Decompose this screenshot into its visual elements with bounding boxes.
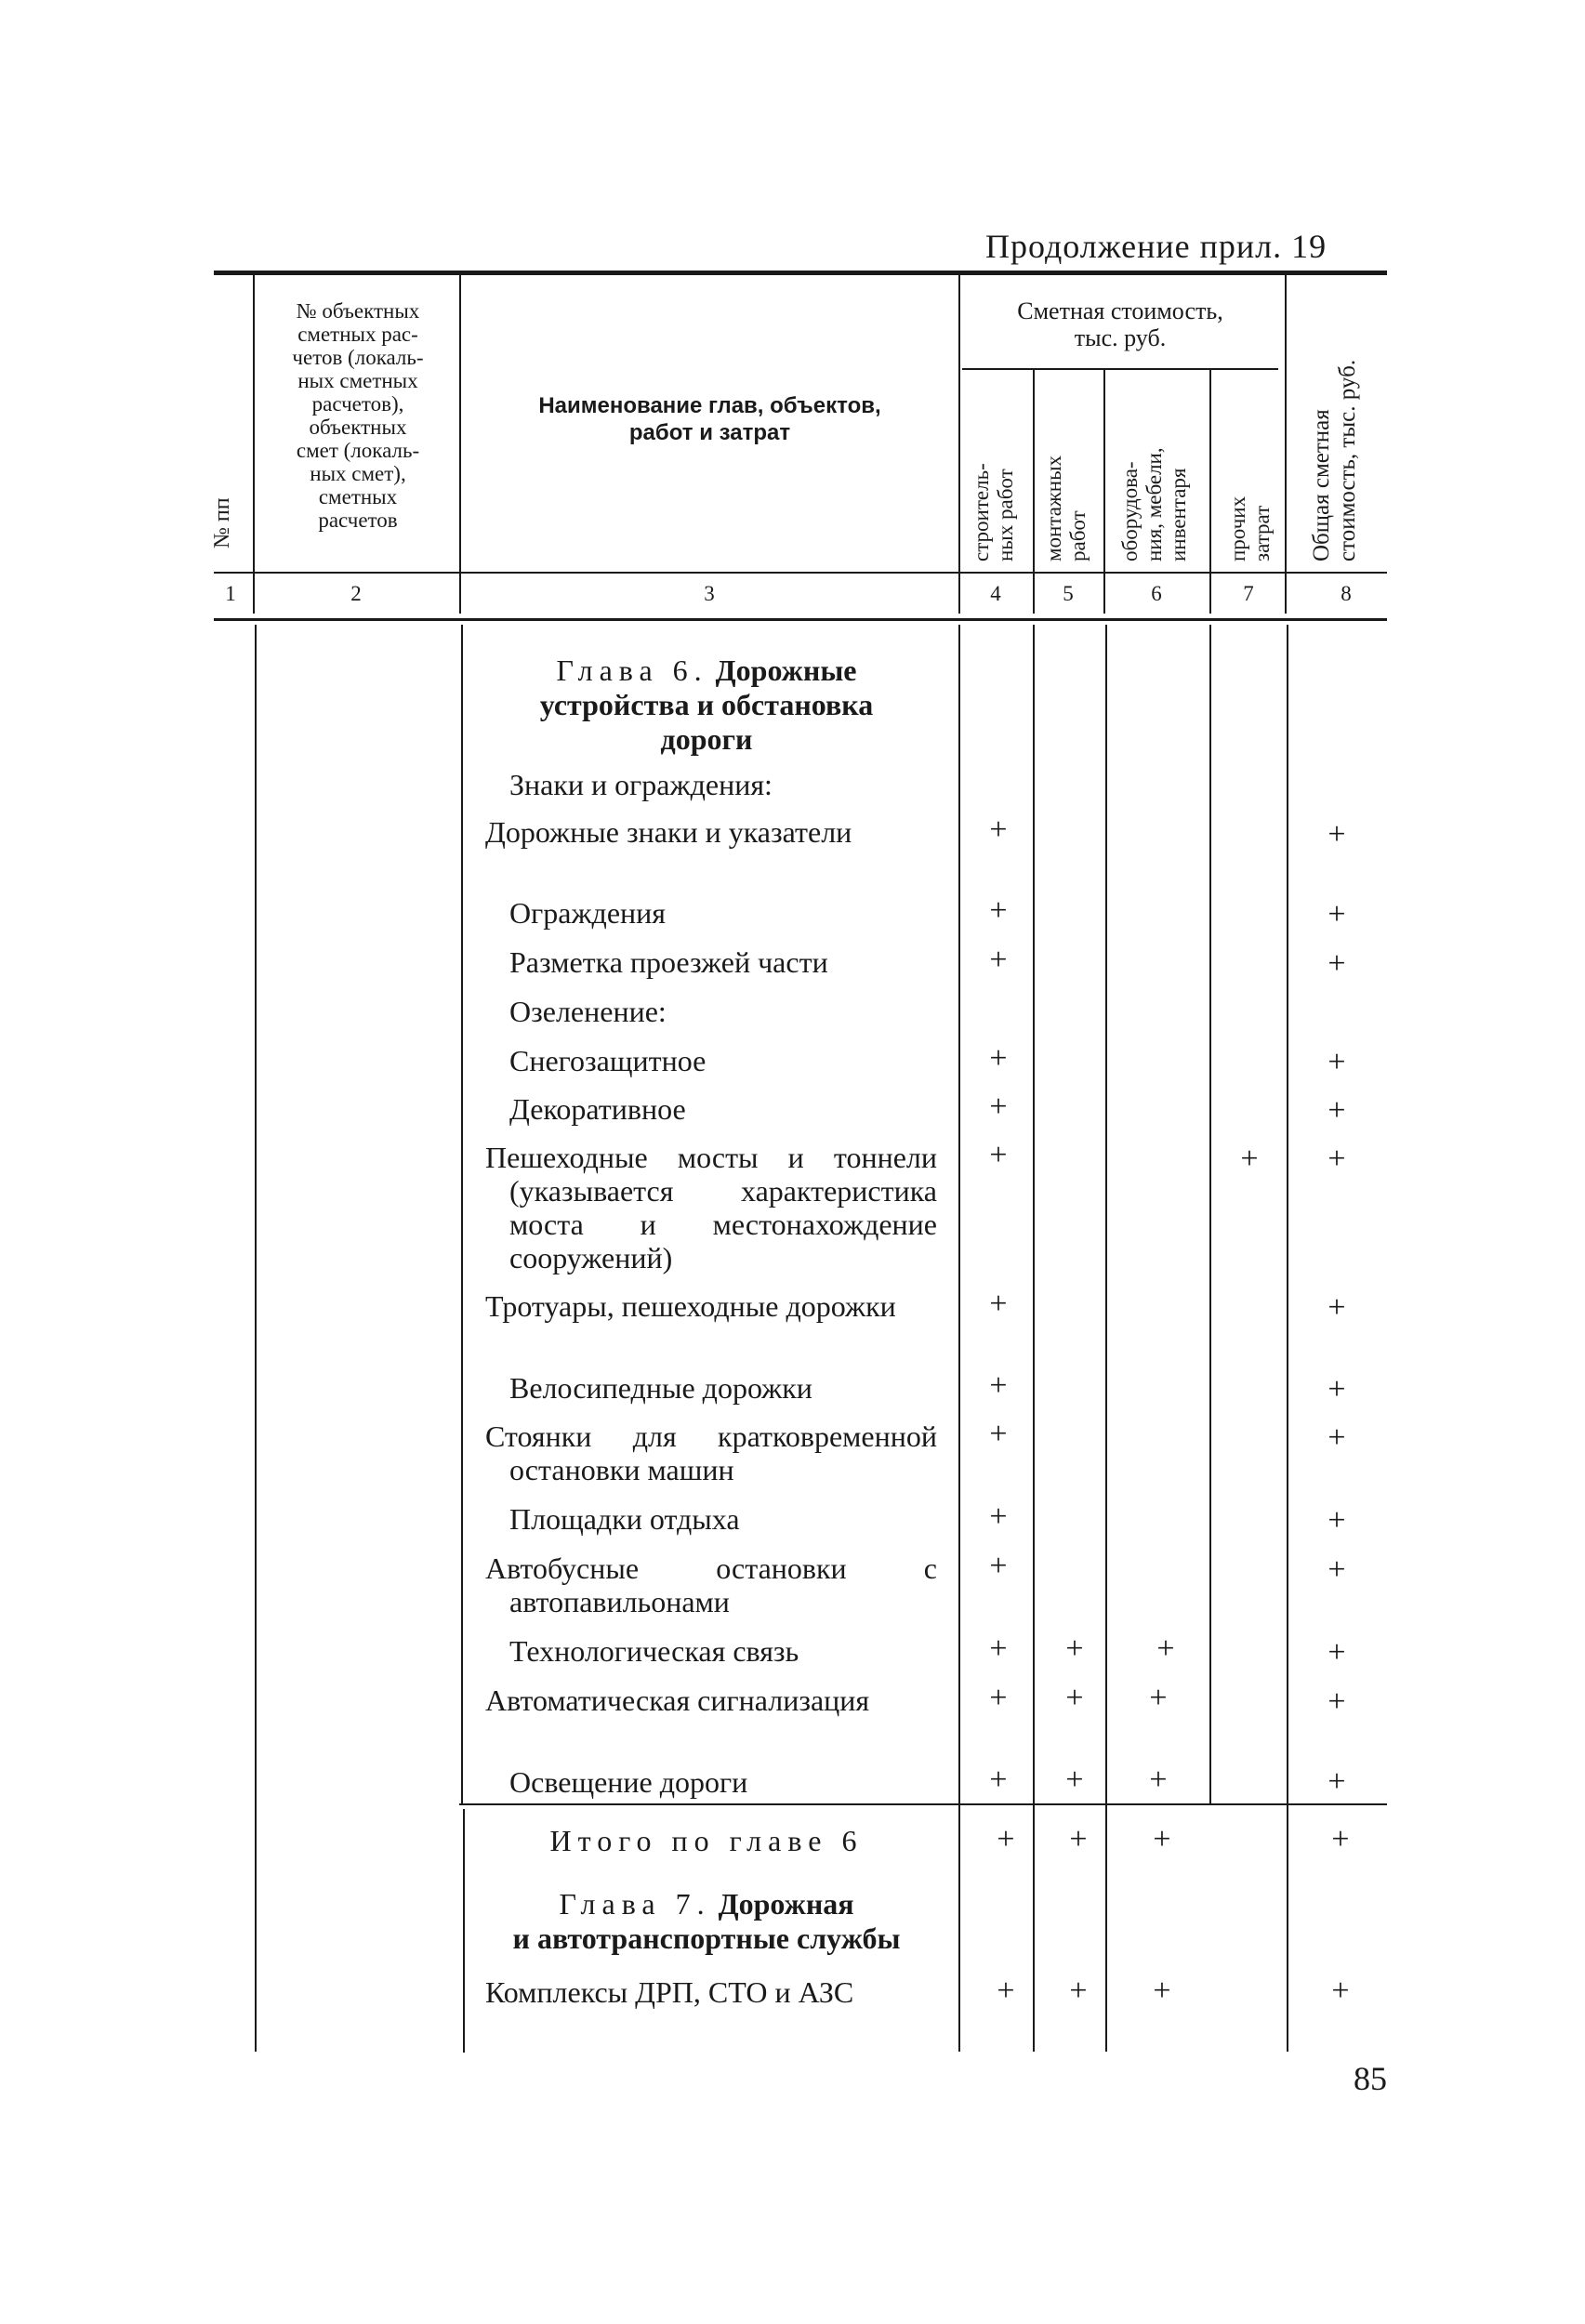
row-mark-c6: + xyxy=(1149,1763,1168,1797)
row-mark-c8: + xyxy=(1331,1974,1350,2008)
col1-header: № пп xyxy=(210,497,234,548)
row-mark-c4: + xyxy=(989,1287,1008,1321)
row-mark-c5: + xyxy=(1069,1974,1088,2008)
row-mark-c8: + xyxy=(1327,1093,1346,1128)
table-row-label: Снегозащитное xyxy=(509,1044,707,1077)
subtotal-rule xyxy=(459,1803,1387,1805)
row-mark-c8: + xyxy=(1327,1420,1346,1455)
table-row-label: Тротуары, пешеходные дорожки xyxy=(485,1289,896,1323)
group-header-rule xyxy=(962,368,1278,370)
body-col-rule-6 xyxy=(1209,625,1211,1803)
row-mark-c8: + xyxy=(1327,1552,1346,1587)
table-row-label: Пешеходные мосты и тоннели (указывается характеристика моста и местонахождение сооружений) xyxy=(485,1141,937,1274)
table-row-label: Дорожные знаки и указатели xyxy=(485,815,852,849)
row-mark-c4: + xyxy=(997,1974,1015,2008)
chapter-7-heading: Глава 7. Дорожная и автотранспортные службы xyxy=(512,1887,901,1955)
column-number-1: 1 xyxy=(225,582,236,605)
table-row-label: Велосипедные дорожки xyxy=(509,1371,812,1405)
column-number-5: 5 xyxy=(1063,582,1074,605)
row-mark-c8: + xyxy=(1327,1372,1346,1406)
row-mark-c4: + xyxy=(989,1368,1008,1403)
col6-header: оборудова- ния, мебели, инвентаря xyxy=(1118,447,1190,561)
row-mark-c8: + xyxy=(1327,1684,1346,1719)
row-mark-c5: + xyxy=(1065,1763,1084,1797)
body-col-rule-3 xyxy=(958,625,960,2052)
total-mark-c8: + xyxy=(1331,1822,1350,1856)
col4-header: строитель- ных работ xyxy=(970,463,1017,561)
row-mark-c8: + xyxy=(1327,1635,1346,1670)
row-mark-c5: + xyxy=(1065,1631,1084,1666)
col3-header: Наименование глав, объектов, работ и затрат xyxy=(538,393,881,445)
column-number-8: 8 xyxy=(1341,582,1352,605)
table-top-rule xyxy=(214,271,1387,275)
column-numbers-rule xyxy=(214,618,1387,621)
table-row-label: Озеленение: xyxy=(509,995,667,1028)
row-mark-c8: + xyxy=(1327,817,1346,852)
column-number-4: 4 xyxy=(990,582,1001,605)
row-mark-c6: + xyxy=(1149,1681,1168,1715)
row-mark-c8: + xyxy=(1327,1503,1346,1538)
body-col-rule-1 xyxy=(255,625,257,2052)
table-row-label: Декоративное xyxy=(509,1092,686,1126)
row-mark-c4: + xyxy=(989,1417,1008,1451)
row-mark-c8: + xyxy=(1327,1142,1346,1176)
header-col-rule-4 xyxy=(1033,370,1035,614)
table-row-label: Стоянки для кратковременной остановки машин xyxy=(485,1419,937,1486)
cost-group-header: Сметная стоимость, тыс. руб. xyxy=(1017,297,1223,351)
column-number-6: 6 xyxy=(1151,582,1162,605)
header-col-rule-3 xyxy=(958,275,960,614)
chapter-6-heading: Глава 6. Дорожные устройства и обстановка дороги xyxy=(539,654,874,756)
table-row-label: Разметка проезжей части xyxy=(509,945,828,979)
row-mark-c8: + xyxy=(1327,1764,1346,1799)
total-mark-c5: + xyxy=(1069,1822,1088,1856)
row-mark-c4: + xyxy=(989,1549,1008,1583)
col7-header: прочих затрат xyxy=(1226,495,1274,561)
table-row-label: Площадки отдыха xyxy=(509,1502,740,1536)
row-mark-c4: + xyxy=(989,1631,1008,1666)
row-mark-c8: + xyxy=(1327,1290,1346,1325)
table-row-label: Автоматическая сигнализация xyxy=(485,1684,870,1717)
row-mark-c4: + xyxy=(989,943,1008,977)
row-mark-c4: + xyxy=(989,1681,1008,1715)
row-mark-c4: + xyxy=(989,1138,1008,1172)
header-col-rule-2 xyxy=(459,275,461,614)
col2-header: № объектных сметных рас- четов (локаль- ных сметных расчетов), объектных смет (локаль- ных смет), сметных расчетов xyxy=(292,299,424,532)
row-mark-c4: + xyxy=(989,1763,1008,1797)
table-row-label: Ограждения xyxy=(509,896,666,930)
header-col-rule-6 xyxy=(1209,370,1211,614)
page-number: 85 xyxy=(1354,2060,1387,2097)
body-col-rule-5 xyxy=(1105,625,1107,2052)
row-mark-c8: + xyxy=(1327,946,1346,981)
total-mark-c6: + xyxy=(1153,1822,1171,1856)
table-row-label: Знаки и ограждения: xyxy=(509,768,773,801)
chapter-6-total-label: Итого по главе 6 xyxy=(549,1824,864,1857)
table-row-label: Технологическая связь xyxy=(509,1634,799,1668)
running-head: Продолжение прил. 19 xyxy=(985,228,1327,265)
table-row-label: Комплексы ДРП, СТО и АЗС xyxy=(485,1975,854,2009)
column-number-3: 3 xyxy=(704,582,715,605)
header-col-rule-1 xyxy=(253,275,255,614)
row-mark-c7: + xyxy=(1240,1142,1259,1176)
body-col-rule-2a xyxy=(461,625,463,1803)
row-mark-c4: + xyxy=(989,1089,1008,1124)
table-row-label: Автобусные остановки с автопавильонами xyxy=(485,1552,937,1618)
body-col-rule-7 xyxy=(1287,625,1288,2052)
row-mark-c5: + xyxy=(1065,1681,1084,1715)
row-mark-c4: + xyxy=(989,893,1008,928)
header-col-rule-5 xyxy=(1103,370,1105,614)
row-mark-c8: + xyxy=(1327,1045,1346,1079)
header-col-rule-7 xyxy=(1285,275,1287,614)
col8-header: Общая сметная стоимость, тыс. руб. xyxy=(1309,359,1360,561)
column-number-2: 2 xyxy=(350,582,362,605)
row-mark-c6: + xyxy=(1156,1631,1175,1666)
row-mark-c4: + xyxy=(989,1499,1008,1534)
body-col-rule-4 xyxy=(1033,625,1035,2052)
total-mark-c4: + xyxy=(997,1822,1015,1856)
body-col-rule-2b xyxy=(463,1809,465,2053)
row-mark-c4: + xyxy=(989,1041,1008,1076)
row-mark-c6: + xyxy=(1153,1974,1171,2008)
row-mark-c8: + xyxy=(1327,897,1346,931)
column-number-7: 7 xyxy=(1243,582,1254,605)
col5-header: монтажных работ xyxy=(1042,455,1090,561)
row-mark-c4: + xyxy=(989,812,1008,847)
table-row-label: Освещение дороги xyxy=(509,1765,748,1799)
